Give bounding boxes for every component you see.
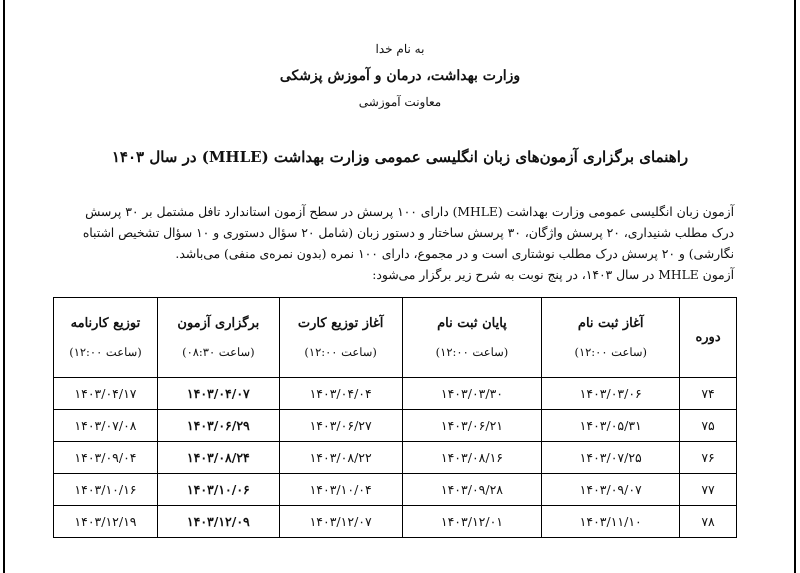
cell-exam-date: ۱۴۰۳/۰۸/۲۴ [157,442,279,474]
table-row [54,442,737,474]
cell-result-distribution: ۱۴۰۳/۰۴/۱۷ [54,378,158,410]
cell-period: ۷۶ [680,442,737,474]
cell-exam-date: ۱۴۰۳/۰۴/۰۷ [157,378,279,410]
cell-result-distribution: ۱۴۰۳/۰۷/۰۸ [54,410,158,442]
cell-registration-end: ۱۴۰۳/۰۹/۲۸ [402,474,542,506]
basmala: به نام خدا [375,42,425,56]
table-row [54,474,737,506]
intro-paragraph [38,202,734,286]
cell-card-distribution: ۱۴۰۳/۰۸/۲۲ [279,442,402,474]
cell-registration-start: ۱۴۰۳/۰۹/۰۷ [542,474,680,506]
header-registration-end: پایان ثبت نام (ساعت ۱۲:۰۰) [402,298,542,378]
cell-result-distribution: ۱۴۰۳/۱۰/۱۶ [54,474,158,506]
page-border-left [3,0,5,573]
cell-registration-end: ۱۴۰۳/۰۶/۲۱ [402,410,542,442]
page-border-right [794,0,796,573]
cell-result-distribution: ۱۴۰۳/۰۹/۰۴ [54,442,158,474]
table-header-row [54,298,737,378]
cell-registration-start: ۱۴۰۳/۰۵/۳۱ [542,410,680,442]
document-title: راهنمای برگزاری آزمون‌های زبان انگلیسی عمومی وزارت بهداشت (MHLE) در سال ۱۴۰۳ [111,148,689,166]
cell-result-distribution: ۱۴۰۳/۱۲/۱۹ [54,506,158,538]
cell-card-distribution: ۱۴۰۳/۱۰/۰۴ [279,474,402,506]
header-exam-date: برگزاری آزمون (ساعت ۰۸:۳۰) [157,298,279,378]
cell-card-distribution: ۱۴۰۳/۰۶/۲۷ [279,410,402,442]
cell-registration-start: ۱۴۰۳/۰۳/۰۶ [542,378,680,410]
cell-card-distribution: ۱۴۰۳/۰۴/۰۴ [279,378,402,410]
cell-registration-end: ۱۴۰۳/۰۸/۱۶ [402,442,542,474]
paragraph-line: آزمون زبان انگلیسی عمومی وزارت بهداشت (MHLE) دارای ۱۰۰ پرسش در سطح آزمون استاندارد تافل مشتمل بر ۳۰ پرسش [85,205,734,219]
table-row [54,410,737,442]
cell-exam-date: ۱۴۰۳/۱۲/۰۹ [157,506,279,538]
table-row [54,506,737,538]
exam-schedule-table [53,297,737,538]
cell-period: ۷۷ [680,474,737,506]
cell-card-distribution: ۱۴۰۳/۱۲/۰۷ [279,506,402,538]
deputy-name: معاونت آموزشی [358,95,442,109]
cell-registration-end: ۱۴۰۳/۰۳/۳۰ [402,378,542,410]
paragraph-line: نگارشی) و ۲۰ پرسش درک مطلب نوشتاری است و در مجموع، دارای ۱۰۰ نمره (بدون نمره‌ی منفی) می‌باشد. [175,247,734,261]
cell-exam-date: ۱۴۰۳/۰۶/۲۹ [157,410,279,442]
cell-period: ۷۴ [680,378,737,410]
cell-registration-end: ۱۴۰۳/۱۲/۰۱ [402,506,542,538]
paragraph-line: درک مطلب شنیداری، ۲۰ پرسش واژگان، ۳۰ پرسش ساختار و دستور زبان (شامل ۲۰ سؤال دستوری و ۱۰ سؤال تشخیص اشتباه [82,226,734,240]
header-period: دوره [680,298,737,378]
cell-exam-date: ۱۴۰۳/۱۰/۰۶ [157,474,279,506]
paragraph-line: آزمون MHLE در سال ۱۴۰۳، در پنج نوبت به شرح زیر برگزار می‌شود: [372,268,734,282]
header-card-distribution: آغاز توزیع کارت (ساعت ۱۲:۰۰) [279,298,402,378]
cell-period: ۷۵ [680,410,737,442]
table-row [54,378,737,410]
cell-registration-start: ۱۴۰۳/۱۱/۱۰ [542,506,680,538]
ministry-name: وزارت بهداشت، درمان و آموزش پزشکی [279,68,521,84]
header-registration-start: آغاز ثبت نام (ساعت ۱۲:۰۰) [542,298,680,378]
header-result-distribution: توزیع کارنامه (ساعت ۱۲:۰۰) [54,298,158,378]
cell-period: ۷۸ [680,506,737,538]
cell-registration-start: ۱۴۰۳/۰۷/۲۵ [542,442,680,474]
